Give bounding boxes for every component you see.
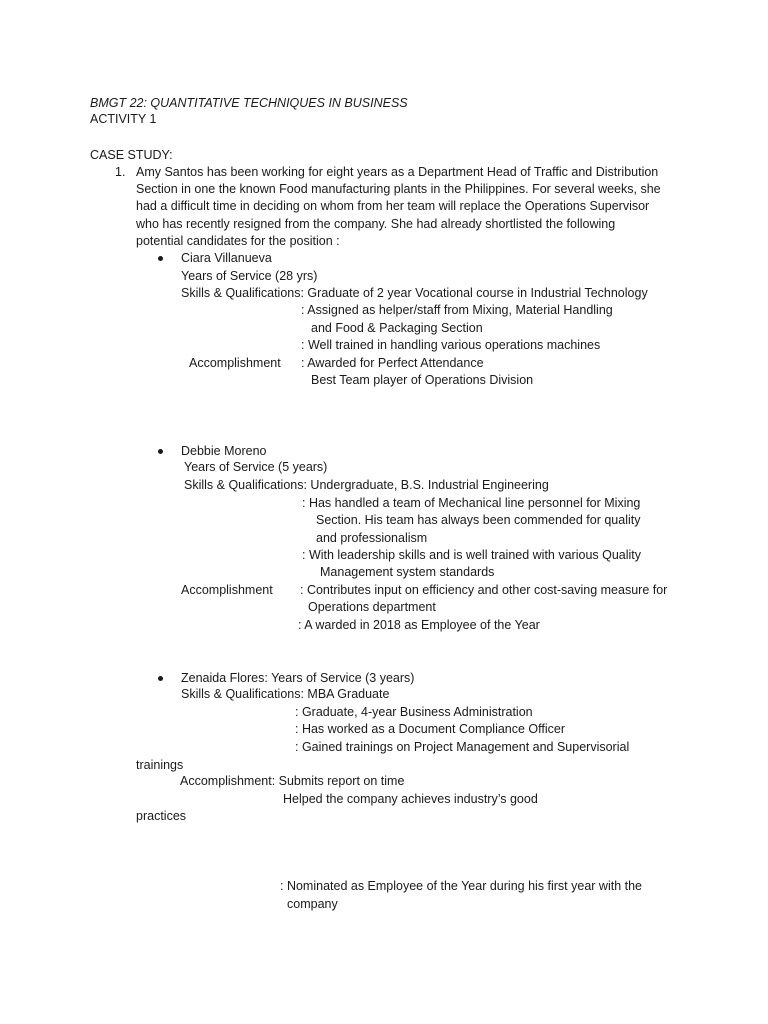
- accomplishment-label: Accomplishment: [189, 356, 281, 370]
- intro-line: Amy Santos has been working for eight years as a Department Head of Traffic and Distribution: [136, 165, 659, 179]
- bullet-icon: [158, 449, 163, 454]
- skills-line: : Well trained in handling various operations machines: [301, 338, 601, 352]
- accomplishment-line: : A warded in 2018 as Employee of the Year: [298, 618, 540, 632]
- skills-line: Section. His team has always been commended for quality: [316, 513, 641, 527]
- years-of-service: Years of Service (28 yrs): [181, 269, 318, 283]
- accomplishment-line: Helped the company achieves industry’s good: [283, 792, 538, 806]
- candidate-name: Debbie Moreno: [181, 444, 267, 458]
- skills-line: and Food & Packaging Section: [311, 321, 483, 335]
- intro-line: Section in one the known Food manufacturing plants in the Philippines. For several weeks, she: [136, 182, 661, 196]
- accomplishment-line: : Contributes input on efficiency and other cost-saving measure for: [300, 583, 668, 597]
- intro-line: had a difficult time in deciding on whom from her team will replace the Operations Supervisor: [136, 199, 650, 213]
- skills-line: : Has handled a team of Mechanical line personnel for Mixing: [302, 496, 641, 510]
- bullet-icon: [158, 256, 163, 261]
- skills-line: : Assigned as helper/staff from Mixing, Material Handling: [301, 303, 613, 317]
- accomplishment-line: Accomplishment: Submits report on time: [180, 774, 405, 788]
- skills-line: Management system standards: [320, 565, 495, 579]
- accomplishment-line: Operations department: [308, 600, 436, 614]
- accomplishment-line: : Awarded for Perfect Attendance: [301, 356, 484, 370]
- intro-line: potential candidates for the position :: [136, 234, 340, 248]
- course-title: BMGT 22: QUANTITATIVE TECHNIQUES IN BUSINESS: [90, 96, 408, 110]
- activity-title: ACTIVITY 1: [90, 112, 157, 126]
- intro-line: who has recently resigned from the company. She had already shortlisted the following: [136, 217, 616, 231]
- skills-line: : Has worked as a Document Compliance Officer: [295, 722, 566, 736]
- skills-line: Skills & Qualifications: Graduate of 2 year Vocational course in Industrial Technology: [181, 286, 648, 300]
- case-study-heading: CASE STUDY:: [90, 148, 173, 162]
- skills-line: Skills & Qualifications: MBA Graduate: [181, 687, 390, 701]
- accomplishment-line: : Nominated as Employee of the Year during his first year with the: [280, 879, 642, 893]
- skills-line: Skills & Qualifications: Undergraduate, B.S. Industrial Engineering: [184, 478, 549, 492]
- list-number: 1.: [115, 165, 126, 179]
- bullet-icon: [158, 676, 163, 681]
- skills-line: trainings: [136, 758, 184, 772]
- accomplishment-line: company: [287, 897, 338, 911]
- skills-line: : With leadership skills and is well trained with various Quality: [302, 548, 642, 562]
- accomplishment-label: Accomplishment: [181, 583, 273, 597]
- candidate-name: Zenaida Flores: Years of Service (3 years): [181, 671, 415, 685]
- accomplishment-line: Best Team player of Operations Division: [311, 373, 534, 387]
- skills-line: : Graduate, 4-year Business Administration: [295, 705, 533, 719]
- years-of-service: Years of Service (5 years): [184, 460, 328, 474]
- skills-line: : Gained trainings on Project Management and Supervisorial: [295, 740, 630, 754]
- accomplishment-line: practices: [136, 809, 187, 823]
- candidate-name: Ciara Villanueva: [181, 251, 272, 265]
- skills-line: and professionalism: [316, 531, 428, 545]
